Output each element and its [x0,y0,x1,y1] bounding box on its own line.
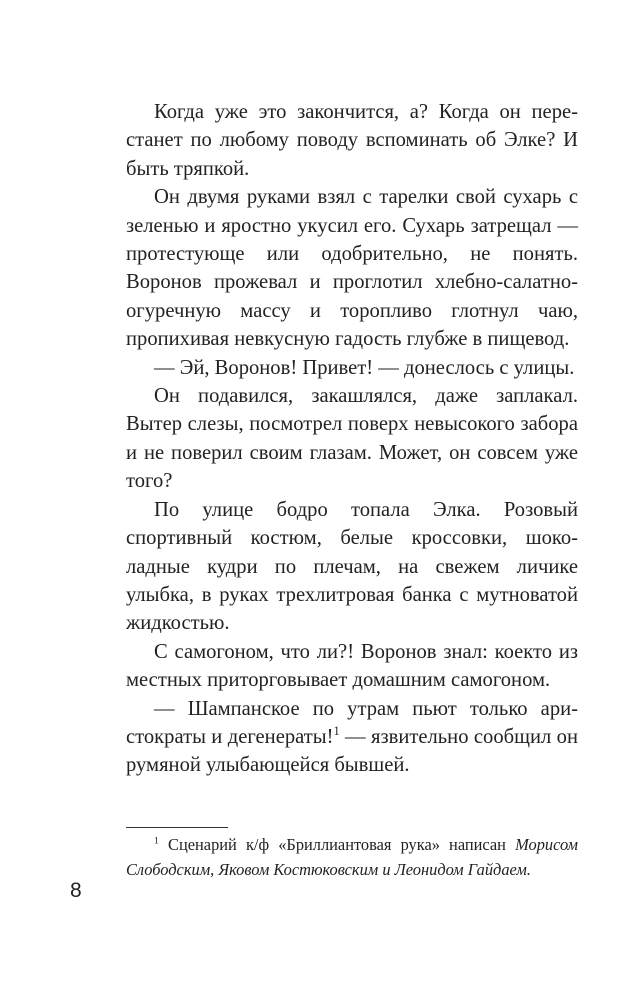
footnote [126,832,578,882]
main-text [126,98,578,780]
page-number: 8 [70,879,82,902]
paragraph-7-text-end: — язвительно сообщил он румяной улыбающейся бывшей. [126,725,578,777]
footnote-authors: Морисом Слободским, Яковом Костюковским и Леонидом Гайдаем. [126,835,578,879]
footnote-text: Сценарий к/ф «Бриллиантовая рука» написан [158,835,516,854]
footnote-mark: 1 [154,835,159,847]
footnote-divider [126,827,228,828]
paragraph-4: Он подавился, закашлялся, даже заплакал. Вытер слезы, посмотрел поверх невысокого забора и не поверил своим глазам. Может, он совсем уже того? [126,385,578,493]
footnote-reference[interactable]: 1 [333,724,340,739]
paragraph-5: По улице бодро топала Элка. Розовый спортивный костюм, белые кроссовки, шоколадные кудри по плечам, на свежем личике улыбка, в руках трехлитровая банка с мутноватой жидкостью. [126,498,578,635]
paragraph-6: С самогоном, что ли?! Воронов знал: коекто из местных приторговывает домашним самогоном. [126,640,578,692]
paragraph-2: Он двумя руками взял с тарелки свой сухарь с зеленью и яростно укусил его. Сухарь затрещал — протестующе или одобрительно, не понять. Воронов прожевал и проглотил хлебно-салатно-огуречную массу и торопливо глотнул чаю, пропихивая невкусную гадость глубже в пищевод. [126,186,578,351]
paragraph-7-text: — Шампанское по утрам пьют только аристократы и дегенераты! [126,697,578,748]
paragraph-7 [126,695,578,780]
paragraph-3: — Эй, Воронов! Привет! — донеслось с улицы. [154,356,575,379]
paragraph-1: Когда уже это закончится, а? Когда он перестанет по любому поводу вспоминать об Элке? И быть тряпкой. [126,101,578,180]
